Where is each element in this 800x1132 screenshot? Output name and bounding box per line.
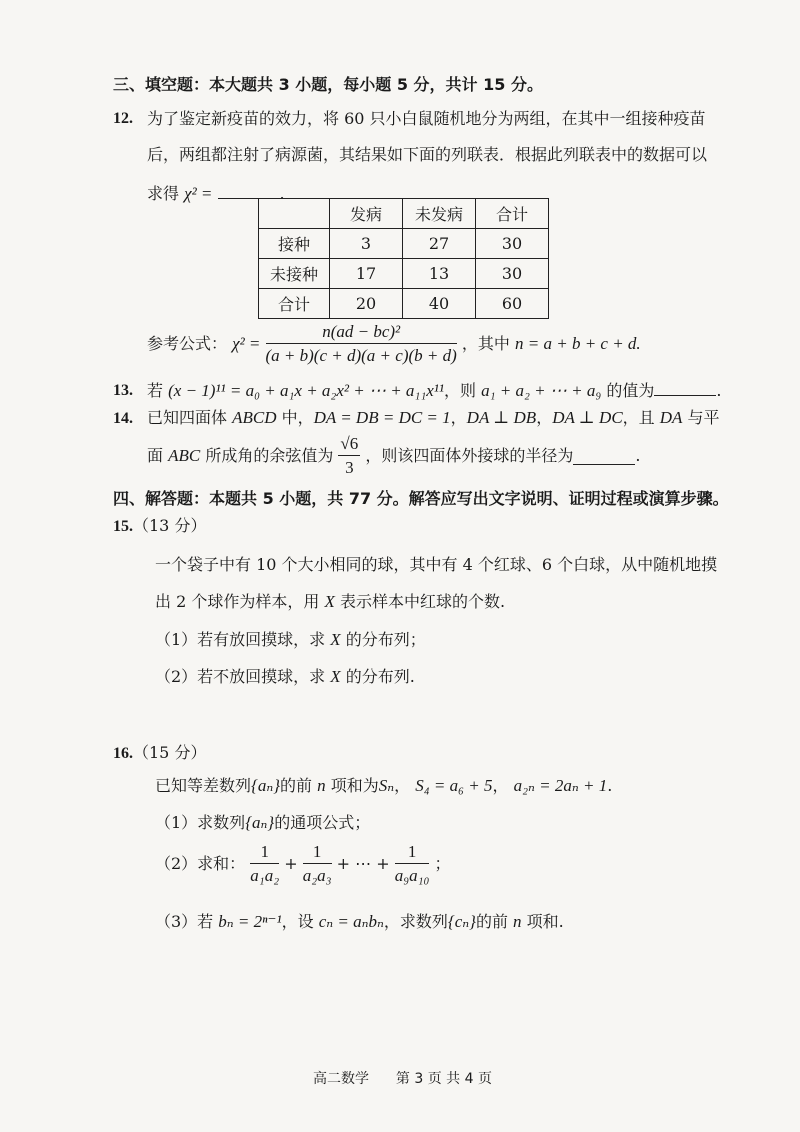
- q14-cosine-fraction: [338, 434, 360, 478]
- q14-text: ，则该四面体外接球的半径为: [365, 446, 574, 465]
- q15-text: 出 2 个球作为样本，用: [155, 592, 320, 611]
- q16-text: ，: [492, 776, 509, 795]
- q16-math: S₄ = a₆ + 5: [415, 776, 493, 795]
- table-cell: 未接种: [259, 259, 330, 289]
- table-header-cell: 发病: [330, 199, 403, 229]
- q14-text: 面: [147, 446, 164, 465]
- q16-text: （2）求和：: [155, 854, 246, 873]
- q13-prefix: 若: [147, 381, 164, 400]
- q16-text: ，: [394, 776, 411, 795]
- table-cell: 合计: [259, 289, 330, 319]
- q14-end: .: [635, 446, 641, 465]
- q16-text: ，求数列: [383, 912, 448, 931]
- q15-part1: [155, 629, 426, 651]
- q16-part2: [155, 842, 451, 886]
- q13-line: [147, 379, 721, 402]
- q16-math: bₙ = 2ⁿ⁻¹: [218, 912, 282, 931]
- q15-line2: [155, 591, 505, 613]
- q13-suffix: 的值为: [606, 381, 655, 400]
- q14-text: ，且: [622, 408, 655, 427]
- q16-frac-num: 1: [303, 842, 332, 864]
- table-cell: 13: [403, 259, 476, 289]
- q13-number: 13.: [113, 382, 133, 399]
- q14-text: 所成角的余弦值为: [205, 446, 334, 465]
- q16-part3: [155, 911, 564, 933]
- q16-frac-num: 1: [395, 842, 430, 864]
- q16-text: ；: [434, 854, 451, 873]
- formula-suffix-text: ，其中: [461, 334, 510, 353]
- q16-math: {aₙ}: [245, 813, 275, 832]
- q14-frac-num: √6: [338, 434, 360, 456]
- q13-mid: ，则: [443, 381, 476, 400]
- q16-text: （3）若: [155, 912, 214, 931]
- q15-header: [113, 515, 206, 538]
- q16-frac-den: a₉a₁₀: [394, 866, 430, 885]
- q13-answer-blank[interactable]: [654, 379, 716, 396]
- q15-text: 表示样本中红球的个数.: [339, 592, 506, 611]
- q13-sum: a₁ + a₂ + ⋯ + a₉: [481, 381, 602, 400]
- formula-suffix-math: n = a + b + c + d.: [515, 334, 641, 353]
- formula-label: 参考公式：: [147, 334, 228, 353]
- q16-text: （1）求数列: [155, 813, 246, 832]
- q14-number: 14.: [113, 410, 133, 427]
- table-row: [259, 229, 549, 259]
- q16-math: n: [513, 912, 522, 931]
- q14-text: 与平: [687, 408, 720, 427]
- q16-line1: [155, 775, 612, 797]
- q16-header: [113, 742, 206, 765]
- q16-fraction: [303, 842, 332, 886]
- q14-math: DA ⊥ DB: [466, 408, 537, 427]
- q13-expansion: (x − 1)¹¹ = a₀ + a₁x + a₂x² + ⋯ + a₁₁x¹¹: [168, 381, 444, 400]
- q16-text: 已知等差数列: [155, 776, 252, 795]
- q14-frac-den: 3: [345, 458, 354, 477]
- formula-denominator: (a + b)(c + d)(a + c)(b + d): [265, 346, 457, 365]
- footer-subject: 高二数学: [313, 1071, 369, 1087]
- q16-math: {cₙ}: [447, 912, 476, 931]
- q16-operator: + ⋯ +: [336, 854, 390, 873]
- q14-math: DA ⊥ DC: [552, 408, 623, 427]
- q14-text: 已知四面体: [147, 408, 228, 427]
- q14-text: 中，: [281, 408, 314, 427]
- formula-lhs: χ² =: [232, 334, 261, 353]
- q15-part2: [155, 666, 415, 688]
- formula-numerator: n(ad − bc)²: [266, 322, 457, 344]
- q16-text: .: [607, 776, 613, 795]
- q13-end: .: [716, 381, 722, 400]
- q12-line2: 后，两组都注射了病源菌，其结果如下面的列联表．根据此列联表中的数据可以: [147, 145, 708, 164]
- q16-math: n: [317, 776, 326, 795]
- q12-chi-square: χ² =: [184, 184, 213, 203]
- q16-fraction: [250, 842, 279, 886]
- q16-part1: [155, 812, 370, 834]
- q15-number: 15.: [113, 518, 133, 535]
- q15-line1: 一个袋子中有 10 个大小相同的球，其中有 4 个红球、6 个白球，从中随机地摸: [155, 555, 718, 574]
- q12-line3-suffix: .: [279, 184, 285, 203]
- q15-text: （1）若有放回摸球，求: [155, 630, 326, 649]
- table-header-cell: 合计: [476, 199, 549, 229]
- q15-math: X: [330, 630, 341, 649]
- q16-frac-den: a₂a₃: [302, 866, 332, 885]
- q14-math: ABC: [168, 446, 201, 465]
- q16-operator: +: [284, 854, 298, 873]
- q16-text: 项和.: [526, 912, 564, 931]
- page-footer: [313, 1068, 492, 1088]
- q16-text: ，设: [281, 912, 314, 931]
- q12-answer-blank[interactable]: [218, 182, 280, 199]
- contingency-table: [258, 198, 549, 319]
- q15-math: X: [324, 592, 335, 611]
- q16-frac-den: a₁a₂: [250, 866, 280, 885]
- q15-score: （13 分）: [133, 516, 207, 535]
- table-header-cell: [259, 199, 330, 229]
- q16-fraction: [395, 842, 430, 886]
- q14-text: ，: [450, 408, 467, 427]
- q15-text: 的分布列；: [345, 630, 426, 649]
- q14-math: DA = DB = DC = 1: [313, 408, 451, 427]
- table-cell: 20: [330, 289, 403, 319]
- q15-text: （2）若不放回摸球，求: [155, 667, 326, 686]
- table-cell: 27: [403, 229, 476, 259]
- formula-fraction: [266, 322, 457, 366]
- table-cell: 40: [403, 289, 476, 319]
- table-cell: 60: [476, 289, 549, 319]
- footer-page-info: 第 3 页 共 4 页: [395, 1071, 492, 1087]
- q15-math: X: [330, 667, 341, 686]
- q16-text: 项和为: [330, 776, 379, 795]
- table-cell: 接种: [259, 229, 330, 259]
- q16-number: 16.: [113, 745, 133, 762]
- table-cell: 3: [330, 229, 403, 259]
- q16-math: Sₙ: [378, 776, 395, 795]
- q16-score: （15 分）: [133, 743, 207, 762]
- q15-text: 的分布列.: [345, 667, 415, 686]
- q14-math: DA: [659, 408, 683, 427]
- table-cell: 17: [330, 259, 403, 289]
- q14-text: ，: [536, 408, 553, 427]
- q14-answer-blank[interactable]: [573, 448, 635, 465]
- q14-math: ABCD: [232, 408, 277, 427]
- section3-heading: 三、填空题：本大题共 3 小题，每小题 5 分，共计 15 分。: [113, 75, 543, 94]
- q16-math: cₙ = aₙbₙ: [318, 912, 384, 931]
- table-cell: 30: [476, 229, 549, 259]
- q14-line1: [147, 407, 720, 429]
- table-header-row: [259, 199, 549, 229]
- q12-number: 12.: [113, 110, 133, 127]
- q12-formula: [147, 322, 641, 366]
- q12-line3-prefix: 求得: [147, 184, 180, 203]
- section4-heading: 四、解答题：本题共 5 小题，共 77 分。解答应写出文字说明、证明过程或演算步骤。: [113, 489, 729, 508]
- q16-math: {aₙ}: [251, 776, 281, 795]
- q16-text: 的通项公式；: [274, 813, 371, 832]
- table-cell: 30: [476, 259, 549, 289]
- q16-text: 的前: [475, 912, 508, 931]
- q16-frac-num: 1: [250, 842, 279, 864]
- table-row: [259, 259, 549, 289]
- table-header-cell: 未发病: [403, 199, 476, 229]
- q14-line2: [147, 434, 640, 478]
- q12-line1: 为了鉴定新疫苗的效力，将 60 只小白鼠随机地分为两组，在其中一组接种疫苗: [147, 109, 706, 128]
- q16-math: a₂ₙ = 2aₙ + 1: [513, 776, 608, 795]
- table-row: [259, 289, 549, 319]
- q16-text: 的前: [280, 776, 313, 795]
